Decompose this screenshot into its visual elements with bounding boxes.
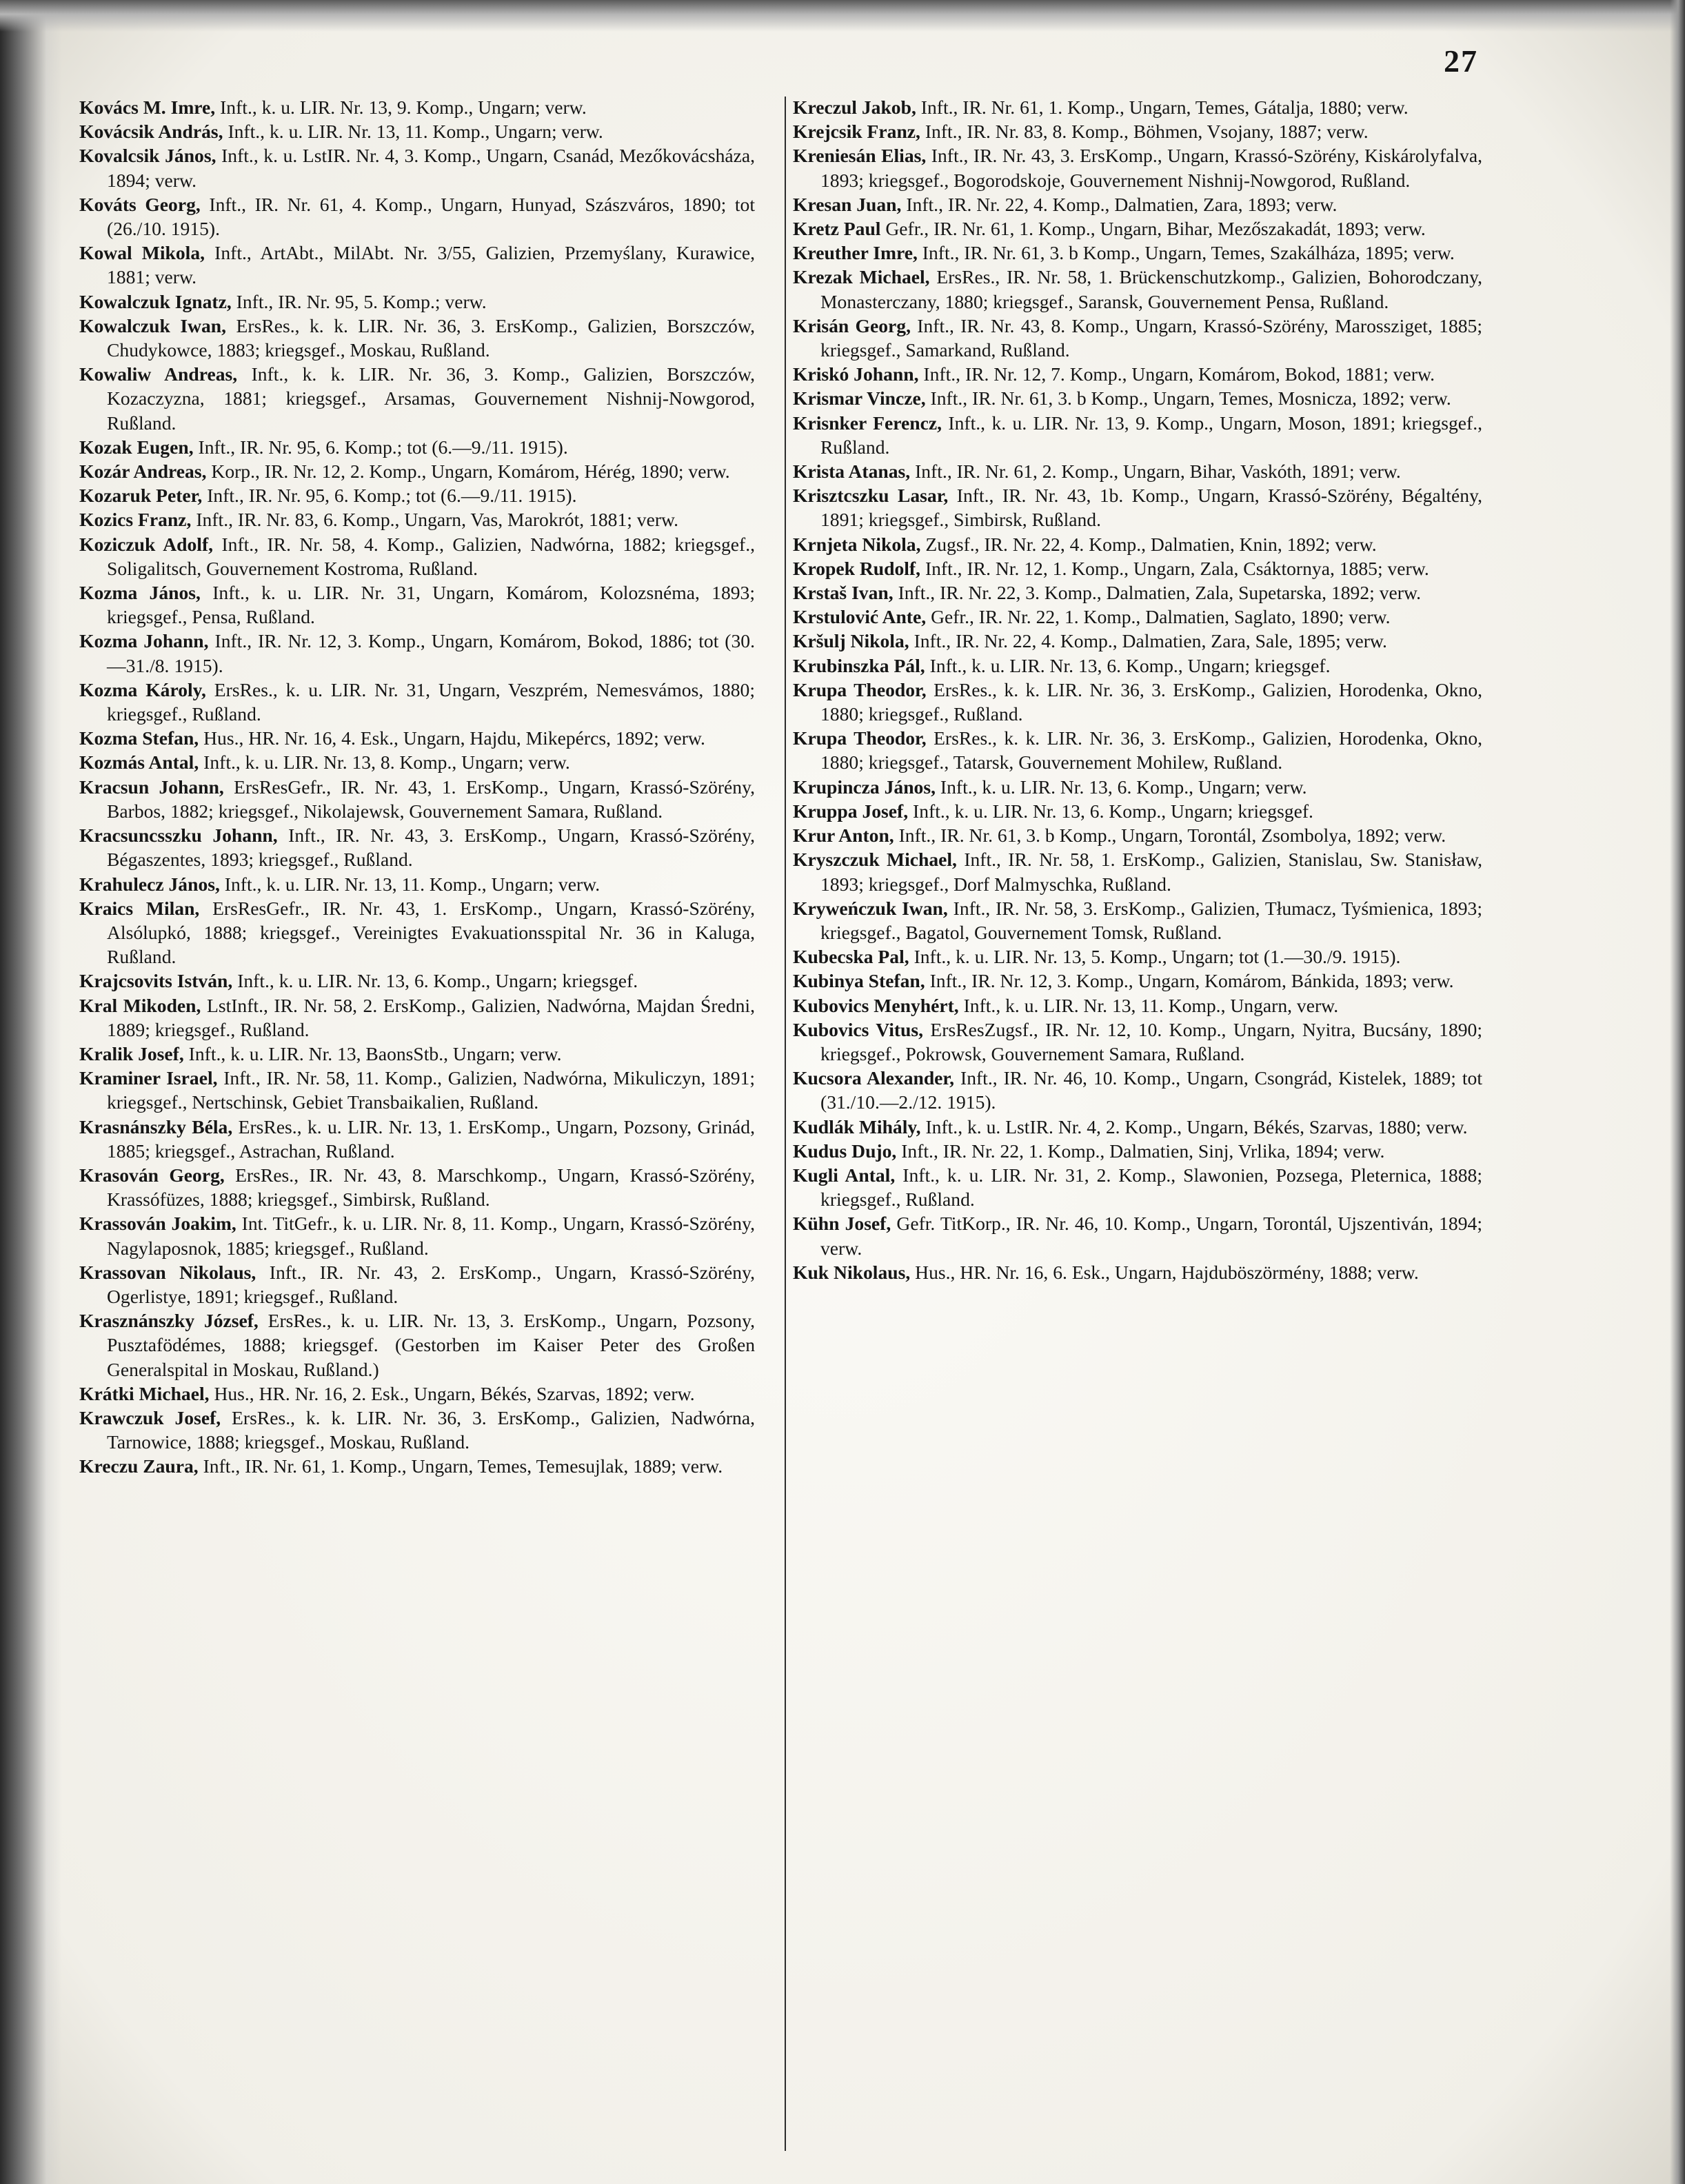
- entry-name: Krassován Joakim,: [79, 1213, 236, 1235]
- entry-name: Krisnker Ferencz,: [793, 412, 942, 434]
- register-entry: [793, 993, 1482, 1018]
- entry-details: Inft., ArtAbt., MilAbt. Nr. 3/55, Galizien, Przemyślany, Kurawice, 1881; verw.: [107, 242, 756, 288]
- entry-details: Inft., k. u. LIR. Nr. 13, 11. Komp., Ungarn; verw.: [228, 121, 603, 143]
- register-entry: [793, 654, 1482, 678]
- register-entry: [793, 580, 1482, 605]
- entry-details: Inft., IR. Nr. 61, 4. Komp., Ungarn, Hunyad, Szászváros, 1890; tot (26./10. 1915).: [107, 193, 755, 240]
- entry-name: Kozmás Antal,: [79, 751, 199, 774]
- entry-name: Kozma Stefan,: [79, 727, 199, 749]
- register-entry: [793, 823, 1482, 847]
- register-entry: [793, 192, 1482, 216]
- entry-details: Inft., IR. Nr. 43, 2. ErsKomp., Ungarn, Krassó-Szörény, Ogerlistye, 1891; kriegsgef., Rußland.: [107, 1261, 756, 1307]
- register-entry: [79, 1042, 755, 1066]
- entry-name: Kreuther Imre,: [793, 242, 918, 264]
- entry-name: Kubinya Stefan,: [793, 970, 925, 992]
- entry-details: Inft., IR. Nr. 61, 1. Komp., Ungarn, Temes, Temesujlak, 1889; verw.: [203, 1455, 723, 1477]
- entry-name: Kriskó Johann,: [793, 363, 919, 385]
- register-entry: [79, 872, 755, 896]
- entry-name: Kracsuncsszku Johann,: [79, 825, 278, 847]
- register-entry: [793, 605, 1482, 629]
- register-entry: [79, 314, 755, 362]
- entry-details: Int. TitGefr., k. u. LIR. Nr. 8, 11. Komp., Ungarn, Krassó-Szörény, Nagylaposnok, 1885; kriegsgef., Rußland.: [107, 1213, 755, 1259]
- entry-name: Krasnánszky Béla,: [79, 1115, 233, 1138]
- register-entry: [793, 1163, 1482, 1211]
- register-entry: [793, 678, 1482, 726]
- entry-details: Inft., k. u. LIR. Nr. 13, 9. Komp., Ungarn; verw.: [220, 97, 587, 118]
- entry-details: ErsResGefr., IR. Nr. 43, 1. ErsKomp., Ungarn, Krassó-Szörény, Barbos, 1882; kriegsgef., Nikolajewsk, Gouvernement Samara, Rußland.: [107, 776, 756, 822]
- entry-details: Inft., k. u. LIR. Nr. 13, 6. Komp., Ungarn; verw.: [940, 776, 1307, 798]
- entry-name: Koziczuk Adolf,: [79, 533, 214, 555]
- entry-details: ErsRes., IR. Nr. 43, 8. Marschkomp., Ungarn, Krassó-Szörény, Krassófüzes, 1888; kriegsgef., Simbirsk, Rußland.: [107, 1164, 756, 1211]
- register-entry: [793, 969, 1482, 993]
- register-entry: [793, 1066, 1482, 1114]
- entry-name: Kudus Dujo,: [793, 1140, 897, 1162]
- register-entry: [79, 1211, 755, 1260]
- entry-details: ErsRes., IR. Nr. 58, 1. Brückenschutzkomp., Galizien, Bohorodczany, Monasterczany, 1880; kriegsgef., Saransk, Gouvernement Pensa, Rußland.: [820, 266, 1482, 312]
- register-entry: [79, 119, 755, 143]
- register-entry: [79, 459, 755, 483]
- entry-name: Kryszczuk Michael,: [793, 849, 957, 871]
- entry-name: Kowal Mikola,: [79, 242, 205, 264]
- right-column: [793, 95, 1482, 1284]
- column-divider: [785, 97, 786, 2151]
- entry-details: Hus., HR. Nr. 16, 2. Esk., Ungarn, Békés, Szarvas, 1892; verw.: [214, 1382, 695, 1404]
- entry-name: Krezak Michael,: [793, 266, 930, 288]
- register-entry: [793, 896, 1482, 944]
- entry-details: Inft., IR. Nr. 12, 7. Komp., Ungarn, Komárom, Bokod, 1881; verw.: [923, 363, 1435, 385]
- entry-details: Korp., IR. Nr. 12, 2. Komp., Ungarn, Komárom, Hérég, 1890; verw.: [211, 461, 730, 483]
- entry-name: Kozár Andreas,: [79, 461, 207, 483]
- register-entry: [793, 1260, 1482, 1284]
- register-entry: [79, 241, 755, 289]
- entry-details: ErsRes., k. k. LIR. Nr. 36, 3. ErsKomp., Galizien, Horodenka, Okno, 1880; kriegsgef., Tatarsk, Gouvernement Mohilew, Rußland.: [820, 727, 1483, 774]
- entry-details: Gefr., IR. Nr. 61, 1. Komp., Ungarn, Bihar, Mezőszakadát, 1893; verw.: [885, 218, 1426, 240]
- register-entry: [793, 386, 1482, 410]
- left-column: [79, 95, 755, 1479]
- register-entry: [79, 1115, 755, 1163]
- entry-name: Krismar Vincze,: [793, 387, 926, 410]
- entry-name: Kubovics Vitus,: [793, 1018, 924, 1040]
- entry-details: Inft., k. u. LIR. Nr. 13, 11. Komp., Ungarn, verw.: [963, 994, 1339, 1016]
- register-entry: [79, 969, 755, 993]
- register-entry: [793, 314, 1482, 362]
- register-entry: [79, 629, 755, 677]
- scan-shadow-top: [0, 0, 1685, 32]
- entry-name: Kowalczuk Ignatz,: [79, 290, 232, 312]
- entry-name: Kozak Eugen,: [79, 436, 194, 458]
- entry-details: Inft., k. u. LstIR. Nr. 4, 2. Komp., Ungarn, Békés, Szarvas, 1880; verw.: [925, 1115, 1468, 1138]
- entry-details: Inft., IR. Nr. 12, 3. Komp., Ungarn, Komárom, Bánkida, 1893; verw.: [929, 970, 1454, 992]
- entry-name: Kozma Károly,: [79, 678, 206, 700]
- register-entry: [79, 362, 755, 435]
- entry-details: Inft., IR. Nr. 58, 11. Komp., Galizien, Nadwórna, Mikuliczyn, 1891; kriegsgef., Nertschinsk, Gebiet Transbaikalien, Rußland.: [107, 1067, 755, 1113]
- entry-name: Kozaruk Peter,: [79, 485, 203, 507]
- register-entry: [793, 483, 1482, 532]
- entry-details: Inft., k. u. LIR. Nr. 13, 5. Komp., Ungarn; tot (1.—30./9. 1915).: [914, 946, 1401, 968]
- entry-name: Krupincza János,: [793, 776, 936, 798]
- entry-name: Krassovan Nikolaus,: [79, 1261, 256, 1283]
- entry-details: Inft., IR. Nr. 12, 3. Komp., Ungarn, Komárom, Bokod, 1886; tot (30.—31./8. 1915).: [107, 630, 755, 676]
- entry-name: Kugli Antal,: [793, 1164, 896, 1186]
- entry-name: Kucsora Alexander,: [793, 1067, 955, 1089]
- entry-name: Krista Atanas,: [793, 461, 911, 483]
- entry-name: Kubovics Menyhért,: [793, 994, 959, 1016]
- entry-name: Kresan Juan,: [793, 193, 902, 215]
- register-entry: [793, 532, 1482, 556]
- entry-details: Inft., IR. Nr. 95, 6. Komp.; tot (6.—9./11. 1915).: [207, 485, 577, 507]
- entry-details: Inft., IR. Nr. 22, 3. Komp., Dalmatien, Zala, Supetarska, 1892; verw.: [898, 582, 1421, 604]
- entry-details: Inft., k. u. LstIR. Nr. 4, 3. Komp., Ungarn, Csanád, Mezőkovácsháza, 1894; verw.: [107, 145, 756, 191]
- entry-name: Krupa Theodor,: [793, 678, 927, 700]
- register-entry: [79, 896, 755, 969]
- entry-name: Kuk Nikolaus,: [793, 1261, 911, 1283]
- entry-name: Kryweńczuk Iwan,: [793, 897, 948, 919]
- entry-details: Hus., HR. Nr. 16, 6. Esk., Ungarn, Hajduböszörmény, 1888; verw.: [915, 1261, 1419, 1283]
- entry-name: Kovalcsik János,: [79, 145, 216, 167]
- page-number: 27: [1444, 43, 1478, 79]
- entry-details: Inft., k. u. LIR. Nr. 13, 6. Komp., Ungarn; kriegsgef.: [913, 800, 1313, 822]
- entry-details: Inft., IR. Nr. 61, 3. b Komp., Ungarn, Temes, Szakálháza, 1895; verw.: [922, 242, 1455, 264]
- register-entry: [79, 290, 755, 314]
- entry-details: ErsResZugsf., IR. Nr. 12, 10. Komp., Ungarn, Nyitra, Bucsány, 1890; kriegsgef., Pokrowsk, Gouvernement Samara, Rußland.: [820, 1018, 1482, 1064]
- entry-details: Inft., IR. Nr. 83, 8. Komp., Böhmen, Vsojany, 1887; verw.: [925, 121, 1369, 143]
- entry-name: Kreczu Zaura,: [79, 1455, 199, 1477]
- entry-name: Krubinszka Pál,: [793, 654, 925, 676]
- register-entry: [793, 726, 1482, 774]
- register-entry: [79, 483, 755, 507]
- entry-details: Inft., IR. Nr. 22, 4. Komp., Dalmatien, Zara, Sale, 1895; verw.: [914, 630, 1387, 652]
- register-entry: [793, 775, 1482, 799]
- register-entry: [793, 629, 1482, 653]
- entry-name: Kraics Milan,: [79, 897, 200, 919]
- entry-details: ErsRes., k. u. LIR. Nr. 13, 3. ErsKomp., Ungarn, Pozsony, Pusztafödémes, 1888; kriegsgef. (Gestorben im Kaiser Peter des Großen Generalspital in Moskau, Rußland.): [107, 1310, 755, 1380]
- entry-details: Inft., IR. Nr. 43, 3. ErsKomp., Ungarn, Krassó-Szörény, Bégaszentes, 1893; kriegsgef., Rußland.: [107, 825, 755, 871]
- entry-name: Krawczuk Josef,: [79, 1406, 221, 1428]
- entry-details: ErsRes., k. u. LIR. Nr. 13, 1. ErsKomp., Ungarn, Pozsony, Grinád, 1885; kriegsgef., Astrachan, Rußland.: [107, 1115, 755, 1162]
- register-entry: [793, 241, 1482, 265]
- entry-name: Krasznánszky József,: [79, 1310, 259, 1332]
- scan-shadow-right: [1670, 0, 1685, 2184]
- entry-name: Kowaliw Andreas,: [79, 363, 238, 385]
- entry-details: Inft., k. u. LIR. Nr. 13, 11. Komp., Ungarn; verw.: [224, 873, 601, 895]
- entry-details: Inft., IR. Nr. 22, 4. Komp., Dalmatien, Zara, 1893; verw.: [906, 193, 1338, 215]
- entry-name: Kršulj Nikola,: [793, 630, 909, 652]
- register-entry: [793, 1115, 1482, 1139]
- entry-details: ErsResGefr., IR. Nr. 43, 1. ErsKomp., Ungarn, Krassó-Szörény, Alsólupkó, 1888; kriegsgef., Vereinigtes Evakuationsspital Nr. 36 in Kaluga, Rußland.: [107, 897, 756, 968]
- entry-details: Inft., k. u. LIR. Nr. 31, 2. Komp., Slawonien, Pozsega, Pleternica, 1888; kriegsgef., Rußland.: [820, 1164, 1482, 1211]
- register-entry: [793, 459, 1482, 483]
- entry-details: Inft., IR. Nr. 83, 6. Komp., Ungarn, Vas, Marokrót, 1881; verw.: [196, 509, 679, 531]
- entry-name: Kreniesán Elias,: [793, 145, 927, 167]
- register-entry: [793, 119, 1482, 143]
- register-entry: [79, 993, 755, 1042]
- entry-details: Inft., IR. Nr. 58, 1. ErsKomp., Galizien, Stanislau, Sw. Stanisław, 1893; kriegsgef., Dorf Malmyschka, Rußland.: [820, 849, 1483, 895]
- register-entry: [79, 435, 755, 459]
- register-entry: [79, 1163, 755, 1211]
- entry-name: Kracsun Johann,: [79, 776, 224, 798]
- entry-details: ErsRes., k. u. LIR. Nr. 31, Ungarn, Veszprém, Nemesvámos, 1880; kriegsgef., Rußland.: [107, 678, 755, 725]
- entry-name: Krátki Michael,: [79, 1382, 210, 1404]
- entry-name: Kretz Paul: [793, 218, 881, 240]
- register-entry: [793, 143, 1482, 192]
- register-entry: [793, 265, 1482, 313]
- entry-details: Gefr. TitKorp., IR. Nr. 46, 10. Komp., Ungarn, Torontál, Ujszentiván, 1894; verw.: [820, 1213, 1482, 1259]
- entry-details: Inft., IR. Nr. 61, 1. Komp., Ungarn, Temes, Gátalja, 1880; verw.: [920, 97, 1409, 118]
- entry-details: Gefr., IR. Nr. 22, 1. Komp., Dalmatien, Saglato, 1890; verw.: [931, 606, 1391, 628]
- entry-details: ErsRes., k. k. LIR. Nr. 36, 3. ErsKomp., Galizien, Nadwórna, Tarnowice, 1888; kriegsgef., Moskau, Rußland.: [107, 1406, 755, 1453]
- entry-name: Krupa Theodor,: [793, 727, 927, 749]
- register-entry: [79, 678, 755, 726]
- entry-details: Inft., IR. Nr. 61, 3. b Komp., Ungarn, Torontál, Zsombolya, 1892; verw.: [898, 825, 1446, 847]
- register-entry: [79, 192, 755, 241]
- entry-details: Inft., IR. Nr. 43, 3. ErsKomp., Ungarn, Krassó-Szörény, Kiskárolyfalva, 1893; kriegsgef., Bogorodskoje, Gouvernement Nishnij-Nowgorod, Rußland.: [820, 145, 1482, 191]
- register-entry: [79, 532, 755, 580]
- entry-name: Krisztcszku Lasar,: [793, 485, 949, 507]
- entry-details: Inft., IR. Nr. 58, 3. ErsKomp., Galizien, Tłumacz, Tyśmienica, 1893; kriegsgef., Bagatol, Gouvernement Tomsk, Rußland.: [820, 897, 1482, 943]
- register-entry: [793, 556, 1482, 580]
- entry-details: Zugsf., IR. Nr. 22, 4. Komp., Dalmatien, Knin, 1892; verw.: [925, 533, 1377, 555]
- entry-name: Krstaš Ivan,: [793, 582, 894, 604]
- entry-details: Inft., IR. Nr. 46, 10. Komp., Ungarn, Csongrád, Kistelek, 1889; tot (31./10.—2./12. 1915).: [820, 1067, 1482, 1113]
- entry-name: Krnjeta Nikola,: [793, 533, 921, 555]
- entry-name: Kováts Georg,: [79, 193, 201, 215]
- entry-details: Inft., k. k. LIR. Nr. 36, 3. Komp., Galizien, Borszczów, Kozaczyzna, 1881; kriegsgef., Arsamas, Gouvernement Nishnij-Nowgorod, Rußland.: [107, 363, 756, 434]
- register-entry: [79, 580, 755, 629]
- entry-name: Kühn Josef,: [793, 1213, 891, 1235]
- entry-details: Inft., k. u. LIR. Nr. 13, BaonsStb., Ungarn; verw.: [188, 1042, 562, 1064]
- register-entry: [793, 216, 1482, 241]
- register-entry: [793, 95, 1482, 119]
- entry-details: Inft., IR. Nr. 58, 4. Komp., Galizien, Nadwórna, 1882; kriegsgef., Soligalitsch, Gouvernement Kostroma, Rußland.: [107, 533, 756, 579]
- entry-details: Inft., k. u. LIR. Nr. 13, 9. Komp., Ungarn, Moson, 1891; kriegsgef., Rußland.: [820, 412, 1482, 458]
- entry-name: Kraminer Israel,: [79, 1067, 218, 1089]
- entry-name: Kubecska Pal,: [793, 946, 909, 968]
- register-entry: [79, 775, 755, 823]
- entry-name: Kropek Rudolf,: [793, 557, 921, 579]
- entry-name: Krajcsovits István,: [79, 970, 233, 992]
- register-entry: [79, 507, 755, 532]
- register-entry: [793, 847, 1482, 896]
- entry-details: Hus., HR. Nr. 16, 4. Esk., Ungarn, Hajdu, Mikepércs, 1892; verw.: [203, 727, 705, 749]
- entry-details: LstInft., IR. Nr. 58, 2. ErsKomp., Galizien, Nadwórna, Majdan Średni, 1889; kriegsgef., Rußland.: [107, 994, 755, 1040]
- entry-details: ErsRes., k. k. LIR. Nr. 36, 3. ErsKomp., Galizien, Horodenka, Okno, 1880; kriegsgef., Rußland.: [820, 678, 1483, 725]
- entry-details: Inft., IR. Nr. 61, 3. b Komp., Ungarn, Temes, Mosnicza, 1892; verw.: [930, 387, 1451, 410]
- entry-details: Inft., IR. Nr. 43, 8. Komp., Ungarn, Krassó-Szörény, Marossziget, 1885; kriegsgef., Samarkand, Rußland.: [820, 314, 1482, 361]
- register-entry: [79, 95, 755, 119]
- entry-name: Krejcsik Franz,: [793, 121, 920, 143]
- entry-name: Kralik Josef,: [79, 1042, 184, 1064]
- entry-name: Kral Mikoden,: [79, 994, 201, 1016]
- entry-name: Krur Anton,: [793, 825, 894, 847]
- register-entry: [793, 362, 1482, 386]
- register-entry: [79, 1260, 755, 1308]
- entry-name: Krahulecz János,: [79, 873, 220, 895]
- register-entry: [79, 750, 755, 774]
- entry-name: Kowalczuk Iwan,: [79, 314, 227, 336]
- register-entry: [79, 726, 755, 750]
- entry-name: Kudlák Mihály,: [793, 1115, 921, 1138]
- entry-details: Inft., k. u. LIR. Nr. 13, 6. Komp., Ungarn; kriegsgef.: [237, 970, 638, 992]
- entry-name: Kreczul Jakob,: [793, 97, 916, 118]
- entry-details: Inft., IR. Nr. 43, 1b. Komp., Ungarn, Krassó-Szörény, Bégaltény, 1891; kriegsgef., Simbirsk, Rußland.: [820, 485, 1482, 531]
- entry-name: Kruppa Josef,: [793, 800, 909, 822]
- register-entry: [79, 1406, 755, 1454]
- register-entry: [793, 1211, 1482, 1260]
- entry-name: Krasován Georg,: [79, 1164, 225, 1186]
- entry-details: Inft., IR. Nr. 95, 6. Komp.; tot (6.—9./11. 1915).: [198, 436, 568, 458]
- entry-details: Inft., IR. Nr. 61, 2. Komp., Ungarn, Bihar, Vaskóth, 1891; verw.: [915, 461, 1401, 483]
- register-entry: [79, 1308, 755, 1382]
- entry-name: Kovács M. Imre,: [79, 97, 216, 118]
- entry-details: Inft., IR. Nr. 12, 1. Komp., Ungarn, Zala, Csáktornya, 1885; verw.: [925, 557, 1429, 579]
- register-entry: [79, 143, 755, 192]
- entry-name: Kozics Franz,: [79, 509, 192, 531]
- register-entry: [79, 823, 755, 871]
- register-entry: [793, 1139, 1482, 1163]
- register-entry: [793, 411, 1482, 459]
- entry-details: Inft., k. u. LIR. Nr. 31, Ungarn, Komárom, Kolozsnéma, 1893; kriegsgef., Pensa, Rußland.: [107, 582, 756, 628]
- entry-details: Inft., k. u. LIR. Nr. 13, 8. Komp., Ungarn; verw.: [203, 751, 570, 774]
- entry-details: ErsRes., k. k. LIR. Nr. 36, 3. ErsKomp., Galizien, Borszczów, Chudykowce, 1883; kriegsgef., Moskau, Rußland.: [107, 314, 755, 361]
- register-entry: [793, 944, 1482, 969]
- register-entry: [793, 799, 1482, 823]
- entry-name: Krstulović Ante,: [793, 606, 927, 628]
- entry-details: Inft., IR. Nr. 95, 5. Komp.; verw.: [236, 290, 487, 312]
- register-entry: [79, 1382, 755, 1406]
- entry-name: Kovácsik András,: [79, 121, 223, 143]
- scan-shadow-left: [0, 0, 62, 2184]
- entry-name: Kozma János,: [79, 582, 201, 604]
- entry-name: Krisán Georg,: [793, 314, 911, 336]
- entry-details: Inft., IR. Nr. 22, 1. Komp., Dalmatien, Sinj, Vrlika, 1894; verw.: [901, 1140, 1385, 1162]
- entry-name: Kozma Johann,: [79, 630, 209, 652]
- entry-details: Inft., k. u. LIR. Nr. 13, 6. Komp., Ungarn; kriegsgef.: [929, 654, 1331, 676]
- register-entry: [793, 1018, 1482, 1066]
- register-entry: [79, 1066, 755, 1114]
- register-entry: [79, 1454, 755, 1478]
